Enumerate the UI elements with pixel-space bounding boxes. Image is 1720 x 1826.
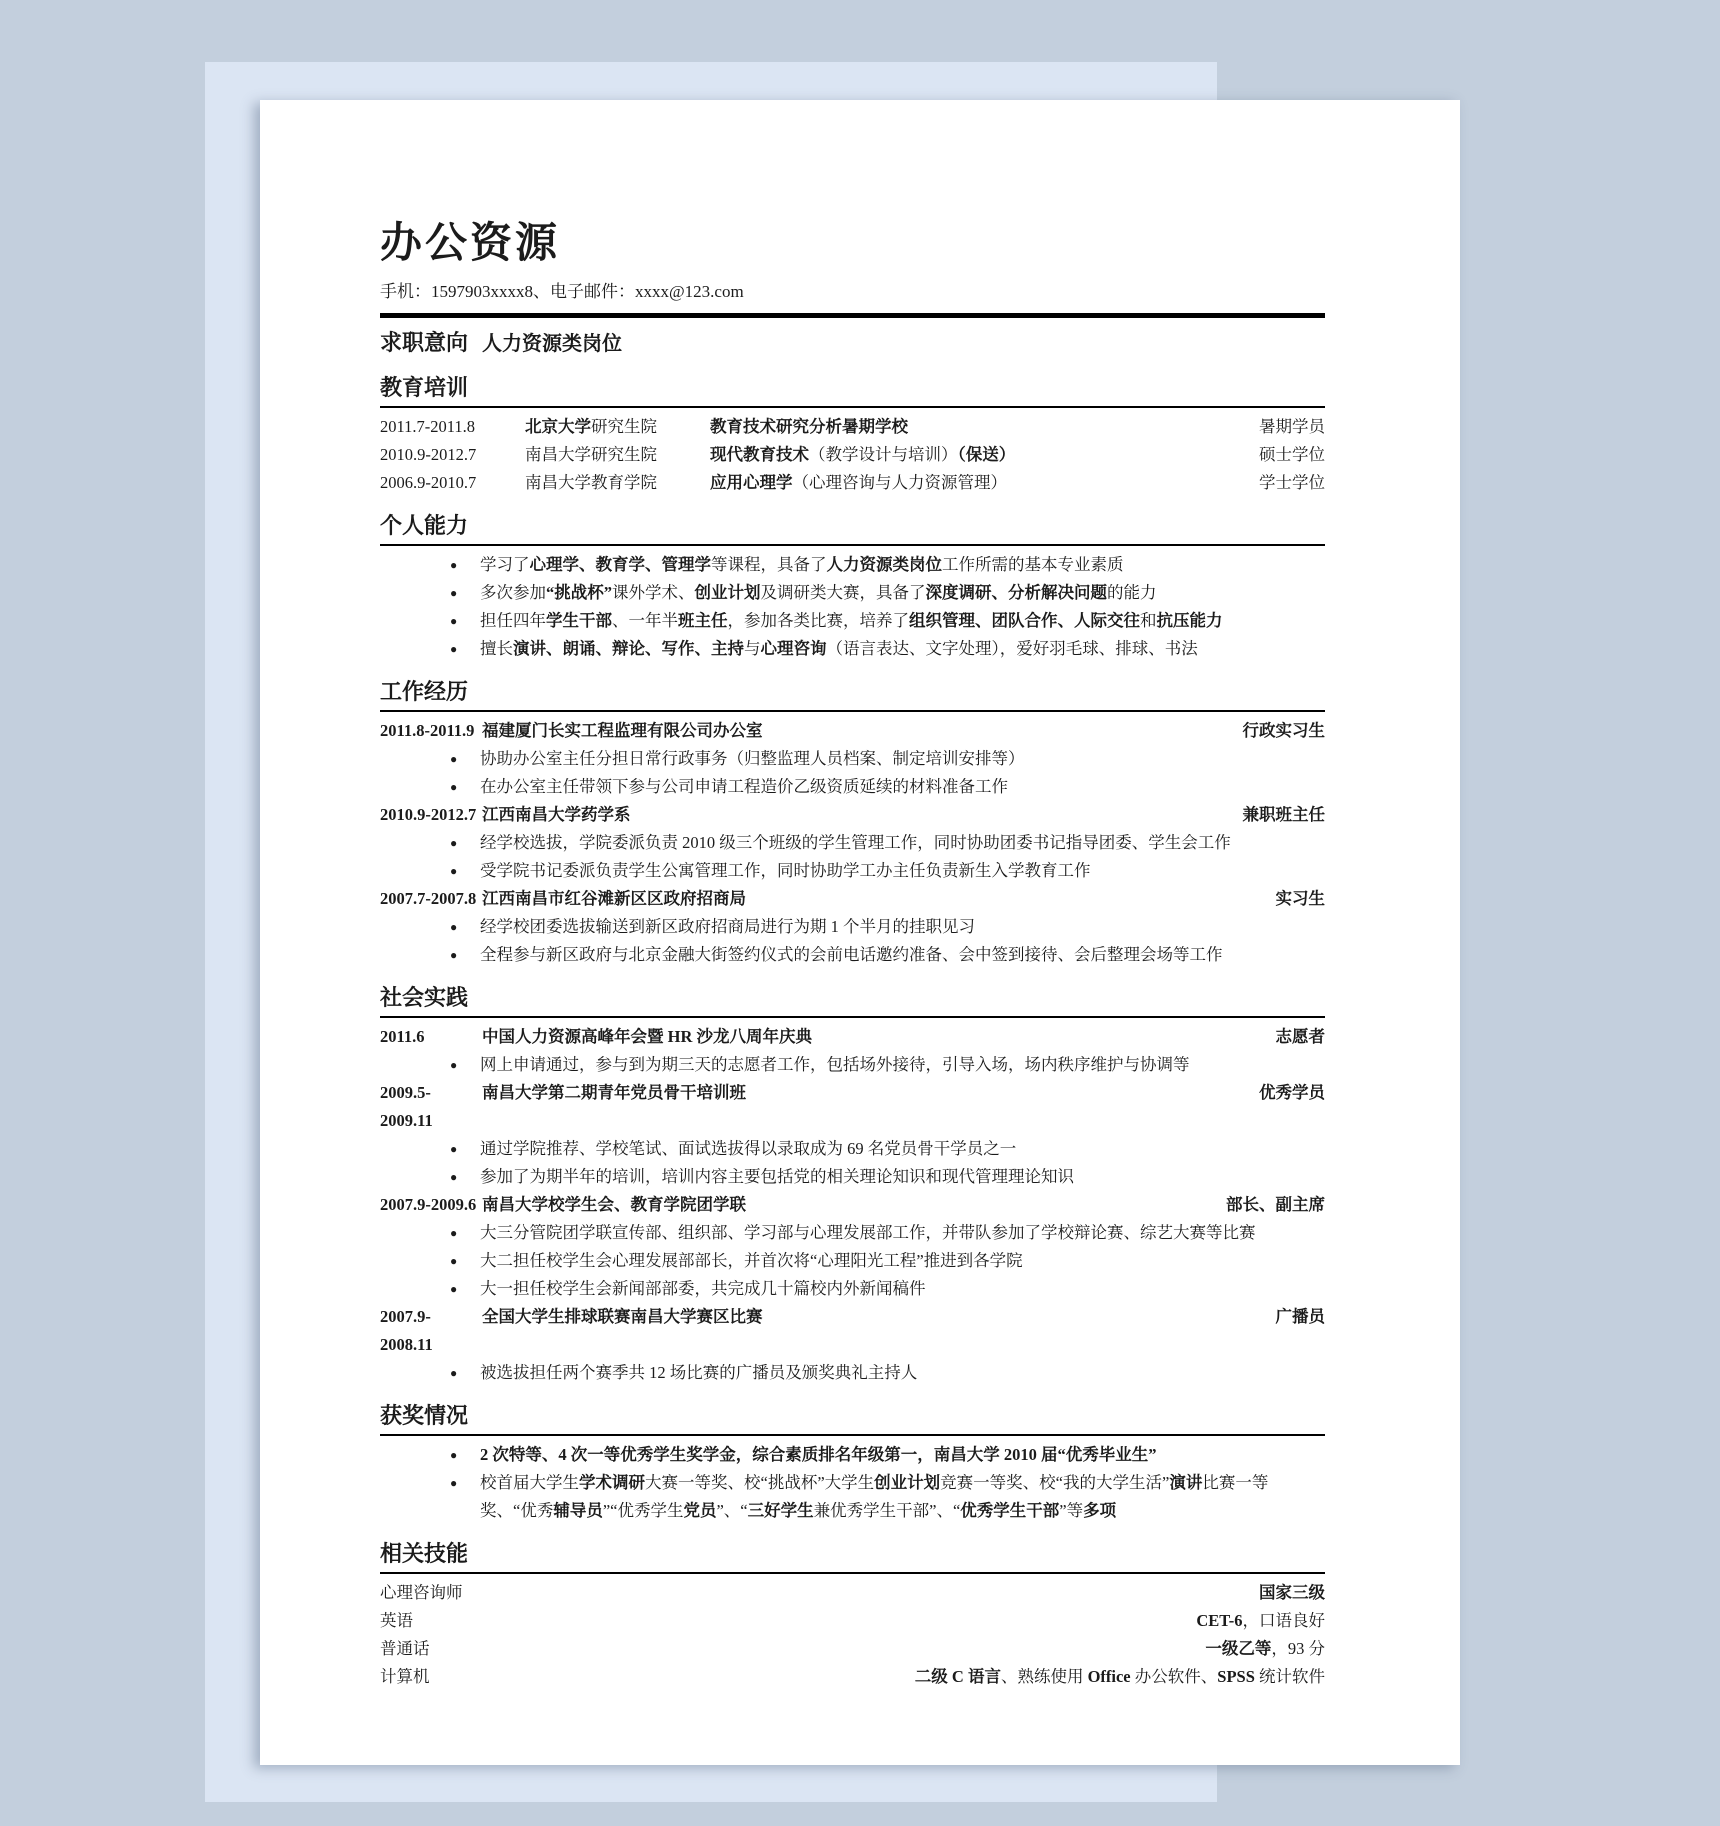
edu-school: 南昌大学教育学院 — [525, 473, 657, 492]
abilities-divider — [380, 544, 1325, 546]
skill-row — [380, 1579, 1325, 1607]
bullet-icon: ● — [450, 1226, 458, 1240]
bullet-item — [380, 1441, 1325, 1469]
skill-row — [380, 1607, 1325, 1635]
edu-degree: 学士学位 — [1259, 473, 1325, 492]
bullet-text: 经学校选拔，学院委派负责 2010 级三个班级的学生管理工作，同时协助团委书记指导团委、学生会工作 — [480, 833, 1231, 852]
bullet-icon: ● — [450, 752, 458, 766]
practice-divider — [380, 1016, 1325, 1018]
work-entry — [380, 801, 1325, 885]
edu-program: 现代教育技术（教学设计与培训）（保送） — [710, 445, 1016, 464]
bullet-text: 参加了为期半年的培训，培训内容主要包括党的相关理论知识和现代管理理论知识 — [480, 1167, 1074, 1186]
edu-row — [380, 441, 1325, 469]
bullet-icon: ● — [450, 642, 458, 656]
edu-degree: 硕士学位 — [1259, 445, 1325, 464]
entry-organization: 全国大学生排球联赛南昌大学赛区比赛 — [482, 1307, 763, 1326]
bullet-text: 擅长演讲、朗诵、辩论、写作、主持与心理咨询（语言表达、文字处理），爱好羽毛球、排球、书法 — [480, 639, 1198, 658]
entry-date: 2010.9-2012.7 — [380, 805, 477, 824]
bullet-icon: ● — [450, 586, 458, 600]
bullet-item — [380, 1219, 1325, 1247]
bullet-item — [380, 1135, 1325, 1163]
bullet-icon: ● — [450, 1058, 458, 1072]
bullet-icon: ● — [450, 1366, 458, 1380]
work-entry — [380, 717, 1325, 801]
section-education-title: 教育培训 — [380, 375, 469, 400]
bullet-icon: ● — [450, 836, 458, 850]
skill-row — [380, 1663, 1325, 1691]
entry-date: 2009.5-2009.11 — [380, 1083, 433, 1130]
bullet-text: 全程参与新区政府与北京金融大街签约仪式的会前电话邀约准备、会中签到接待、会后整理会场等工作 — [480, 945, 1223, 964]
ability-list — [380, 551, 1325, 663]
skill-label: 计算机 — [380, 1667, 430, 1686]
bullet-text: 2 次特等、4 次一等优秀学生奖学金，综合素质排名年级第一，南昌大学 2010 届“优秀毕业生” — [480, 1445, 1157, 1464]
section-awards-title: 获奖情况 — [380, 1403, 469, 1428]
entry-organization: 南昌大学校学生会、教育学院团学联 — [482, 1195, 746, 1214]
section-objective-title: 求职意向 — [380, 330, 469, 355]
practice-entry — [380, 1191, 1325, 1303]
edu-school: 北京大学研究生院 — [525, 417, 657, 436]
education-divider — [380, 406, 1325, 408]
section-work-title: 工作经历 — [380, 679, 469, 704]
section-abilities-title: 个人能力 — [380, 513, 469, 538]
bullet-text: 通过学院推荐、学校笔试、面试选拔得以录取成为 69 名党员骨干学员之一 — [480, 1139, 1017, 1158]
entry-date: 2007.9-2009.6 — [380, 1195, 477, 1214]
entry-role: 广播员 — [1275, 1307, 1325, 1326]
award-list — [380, 1441, 1325, 1525]
bullet-text: 大一担任校学生会新闻部部委，共完成几十篇校内外新闻稿件 — [480, 1279, 926, 1298]
bullet-text: 在办公室主任带领下参与公司申请工程造价乙级资质延续的材料准备工作 — [480, 777, 1008, 796]
entry-header — [380, 1023, 1325, 1051]
entry-header — [380, 1191, 1325, 1219]
edu-date: 2011.7-2011.8 — [380, 417, 476, 436]
entry-header — [380, 717, 1325, 745]
entry-date: 2007.7-2007.8 — [380, 889, 477, 908]
practice-entry — [380, 1303, 1325, 1387]
skill-value: 二级 C 语言、熟练使用 Office 办公软件、SPSS 统计软件 — [914, 1667, 1325, 1686]
resume-name: 办公资源 — [380, 219, 561, 266]
bullet-icon: ● — [450, 1282, 458, 1296]
entry-role: 志愿者 — [1275, 1027, 1325, 1046]
bullet-text: 担任四年学生干部、一年半班主任，参加各类比赛，培养了组织管理、团队合作、人际交往和抗压能力 — [480, 611, 1223, 630]
objective-value: 人力资源类岗位 — [482, 333, 623, 355]
bullet-item — [380, 1469, 1325, 1525]
edu-row — [380, 413, 1325, 441]
bullet-item — [380, 745, 1325, 773]
bullet-icon: ● — [450, 948, 458, 962]
skill-value: 国家三级 — [1259, 1583, 1325, 1602]
bullet-item — [380, 1247, 1325, 1275]
entry-organization: 江西南昌市红谷滩新区区政府招商局 — [482, 889, 746, 908]
bullet-item — [380, 913, 1325, 941]
header-divider — [380, 313, 1325, 318]
bullet-item — [380, 551, 1325, 579]
edu-degree: 暑期学员 — [1259, 417, 1325, 436]
bullet-text: 经学校团委选拔输送到新区政府招商局进行为期 1 个半月的挂职见习 — [480, 917, 975, 936]
bullet-item — [380, 579, 1325, 607]
bullet-text: 网上申请通过，参与到为期三天的志愿者工作，包括场外接待，引导入场，场内秩序维护与协调等 — [480, 1055, 1190, 1074]
bullet-text: 大三分管院团学联宣传部、组织部、学习部与心理发展部工作，并带队参加了学校辩论赛、综艺大赛等比赛 — [480, 1223, 1256, 1242]
bullet-icon: ● — [450, 864, 458, 878]
bullet-item — [380, 1163, 1325, 1191]
bullet-item — [380, 941, 1325, 969]
practice-entry — [380, 1023, 1325, 1079]
section-practice-title: 社会实践 — [380, 985, 469, 1010]
entry-header — [380, 1079, 1325, 1135]
edu-program: 教育技术研究分析暑期学校 — [710, 417, 908, 436]
contact-line: 手机：1597903xxxx8、电子邮件：xxxx@123.com — [380, 282, 744, 301]
bullet-text: 多次参加“挑战杯”课外学术、创业计划及调研类大赛，具备了深度调研、分析解决问题的能力 — [480, 583, 1157, 602]
bullet-item — [380, 829, 1325, 857]
entry-role: 行政实习生 — [1242, 721, 1325, 740]
bullet-item — [380, 1359, 1325, 1387]
bullet-item — [380, 857, 1325, 885]
bullet-text: 大二担任校学生会心理发展部部长，并首次将“心理阳光工程”推进到各学院 — [480, 1251, 1023, 1270]
work-entry — [380, 885, 1325, 969]
work-divider — [380, 710, 1325, 712]
entry-organization: 南昌大学第二期青年党员骨干培训班 — [482, 1083, 746, 1102]
skill-value: CET-6，口语良好 — [1196, 1611, 1325, 1630]
resume-page — [260, 100, 1460, 1765]
entry-organization: 福建厦门长实工程监理有限公司办公室 — [482, 721, 763, 740]
bullet-icon: ● — [450, 920, 458, 934]
bullet-icon: ● — [450, 780, 458, 794]
bullet-text: 协助办公室主任分担日常行政事务（归整监理人员档案、制定培训安排等） — [480, 749, 1025, 768]
bullet-text: 学习了心理学、教育学、管理学等课程，具备了人力资源类岗位工作所需的基本专业素质 — [480, 555, 1124, 574]
entry-organization: 中国人力资源高峰年会暨 HR 沙龙八周年庆典 — [482, 1027, 812, 1046]
education-table — [380, 413, 1325, 497]
entry-organization: 江西南昌大学药学系 — [482, 805, 631, 824]
section-skills-title: 相关技能 — [380, 1541, 469, 1566]
awards-divider — [380, 1434, 1325, 1436]
skills-divider — [380, 1572, 1325, 1574]
entry-date: 2011.6 — [380, 1027, 425, 1046]
skill-label: 心理咨询师 — [380, 1583, 463, 1602]
bullet-icon: ● — [450, 1254, 458, 1268]
bullet-icon: ● — [450, 1476, 458, 1490]
objective-row — [380, 328, 1325, 359]
work-entries — [380, 717, 1325, 969]
skills-table — [380, 1579, 1325, 1691]
practice-entries — [380, 1023, 1325, 1387]
bullet-item — [380, 1275, 1325, 1303]
edu-date: 2010.9-2012.7 — [380, 445, 477, 464]
edu-date: 2006.9-2010.7 — [380, 473, 477, 492]
entry-role: 实习生 — [1275, 889, 1325, 908]
bullet-item — [380, 1051, 1325, 1079]
skill-label: 普通话 — [380, 1639, 430, 1658]
entry-role: 兼职班主任 — [1242, 805, 1325, 824]
bullet-item — [380, 635, 1325, 663]
bullet-text: 被选拔担任两个赛季共 12 场比赛的广播员及颁奖典礼主持人 — [480, 1363, 918, 1382]
entry-date: 2007.9-2008.11 — [380, 1307, 433, 1354]
entry-date: 2011.8-2011.9 — [380, 721, 475, 740]
edu-school: 南昌大学研究生院 — [525, 445, 657, 464]
skill-value: 一级乙等，93 分 — [1205, 1639, 1325, 1658]
bullet-item — [380, 607, 1325, 635]
bullet-text: 受学院书记委派负责学生公寓管理工作，同时协助学工办主任负责新生入学教育工作 — [480, 861, 1091, 880]
bullet-icon: ● — [450, 614, 458, 628]
bullet-icon: ● — [450, 558, 458, 572]
bullet-item — [380, 773, 1325, 801]
edu-row — [380, 469, 1325, 497]
skill-label: 英语 — [380, 1611, 413, 1630]
entry-header — [380, 801, 1325, 829]
bullet-icon: ● — [450, 1170, 458, 1184]
entry-role: 部长、副主席 — [1226, 1195, 1325, 1214]
edu-program: 应用心理学（心理咨询与人力资源管理） — [710, 473, 1007, 492]
entry-header — [380, 885, 1325, 913]
entry-header — [380, 1303, 1325, 1359]
skill-row — [380, 1635, 1325, 1663]
bullet-icon: ● — [450, 1142, 458, 1156]
entry-role: 优秀学员 — [1259, 1083, 1325, 1102]
bullet-text: 校首届大学生学术调研大赛一等奖、校“挑战杯”大学生创业计划竞赛一等奖、校“我的大学生活”演讲比赛一等奖、“优秀辅导员”“优秀学生党员”、“三好学生兼优秀学生干部”、“优秀学生干部”等多项 — [480, 1473, 1269, 1520]
practice-entry — [380, 1079, 1325, 1191]
bullet-icon: ● — [450, 1448, 458, 1462]
